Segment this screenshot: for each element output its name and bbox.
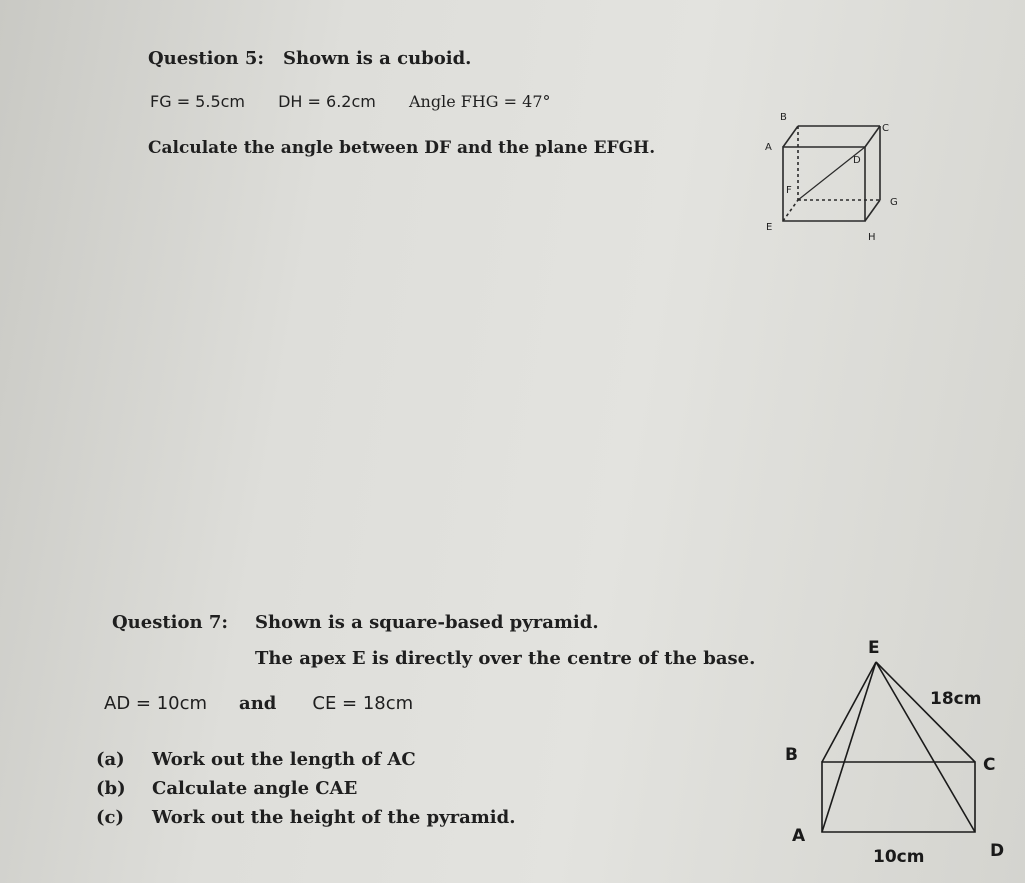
fhg-angle: Angle FHG = 47°: [408, 92, 551, 111]
question-7-heading: [112, 612, 599, 633]
cuboid-edge-hg: [865, 200, 880, 221]
part-b: [96, 774, 515, 803]
cuboid-label-h: H: [868, 232, 876, 243]
cuboid-edge-dc: [865, 126, 880, 147]
part-a-letter: (a): [96, 749, 125, 770]
question-5-intro: Shown is a cuboid.: [283, 48, 472, 69]
pyramid-base-outline: [822, 762, 975, 832]
question-5-label: Question 5:: [148, 48, 265, 69]
pyramid-label-d: D: [990, 841, 1005, 861]
pyramid-label-b: B: [785, 745, 798, 765]
question-5-task: Calculate the angle between DF and the plane EFGH.: [148, 138, 656, 158]
part-b-letter: (b): [96, 778, 126, 799]
cuboid-label-b: B: [780, 112, 787, 123]
ce-length: CE = 18cm: [312, 693, 414, 714]
pyramid-label-e: E: [868, 638, 880, 658]
pyramid-label-a: A: [792, 826, 806, 846]
ad-length: AD = 10cm: [104, 693, 208, 714]
pyramid-edge-label-18cm: 18cm: [930, 689, 982, 709]
part-c-text: Work out the height of the pyramid.: [152, 807, 516, 828]
dh-length: DH = 6.2cm: [278, 92, 376, 111]
part-c-letter: (c): [96, 807, 124, 828]
part-a: [96, 745, 515, 774]
part-b-text: Calculate angle CAE: [152, 778, 358, 799]
part-c: [96, 803, 515, 832]
cuboid-edge-ef: [783, 200, 798, 221]
and-text: and: [239, 693, 277, 714]
cuboid-label-e: E: [766, 222, 773, 233]
pyramid-base-label-10cm: 10cm: [873, 847, 925, 867]
cuboid-edge-ab: [783, 126, 798, 147]
cuboid-label-g: G: [890, 197, 898, 208]
question-7-measurements: [104, 693, 413, 714]
question-7-label: Question 7:: [112, 612, 229, 633]
question-7-intro-2: The apex E is directly over the centre of the base.: [255, 648, 756, 669]
fg-length: FG = 5.5cm: [150, 92, 246, 111]
question-7-intro: Shown is a square-based pyramid.: [255, 612, 599, 633]
cuboid-label-d: D: [853, 155, 861, 166]
pyramid-label-c: C: [983, 755, 996, 775]
question-7-parts: [96, 745, 515, 832]
cuboid-label-a: A: [765, 142, 772, 153]
cuboid-label-c: C: [882, 123, 889, 134]
cuboid-label-f: F: [786, 185, 792, 196]
part-a-text: Work out the length of AC: [152, 749, 416, 770]
